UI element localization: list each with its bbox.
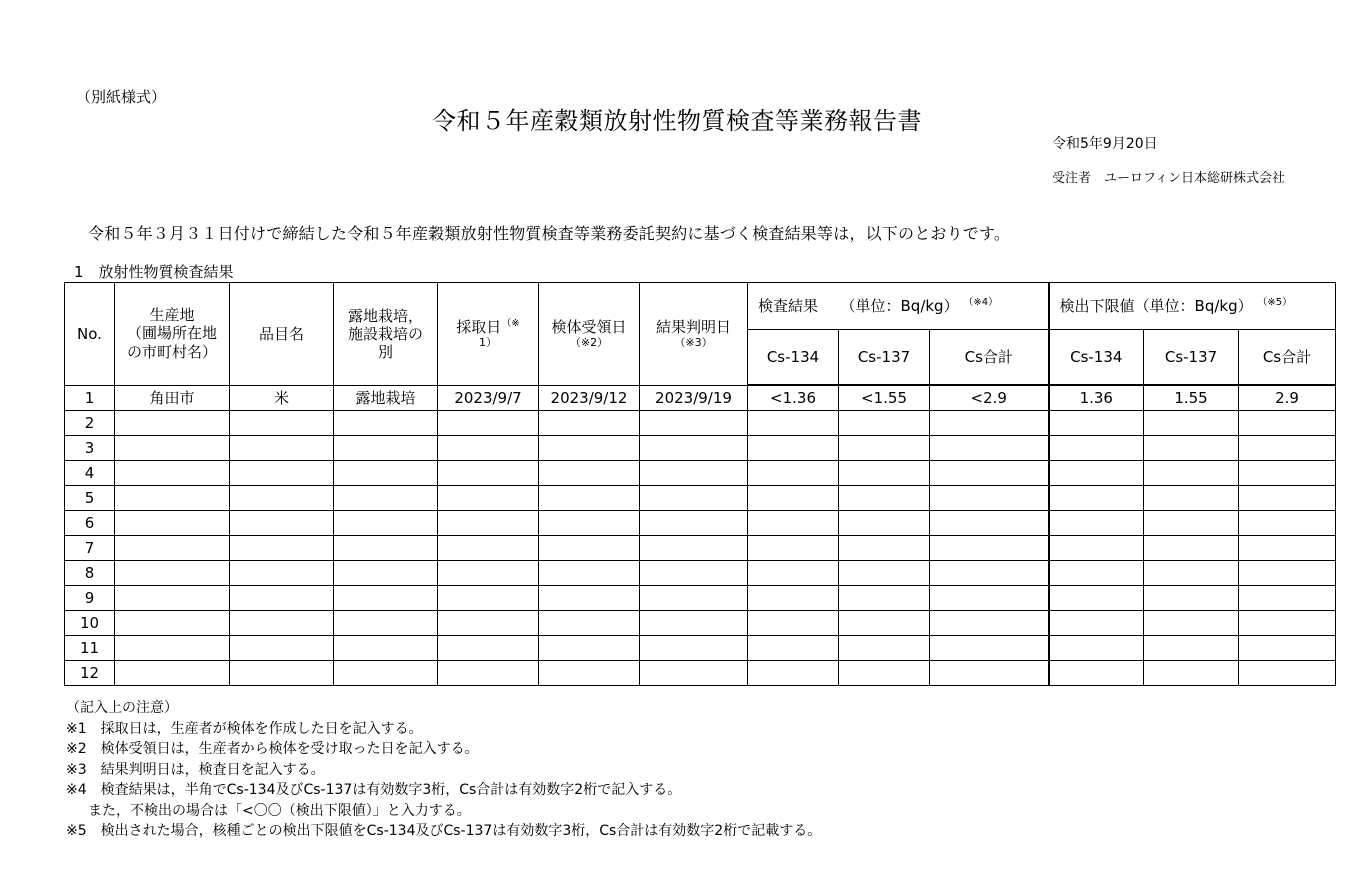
cell-l134 [1049,411,1144,436]
note-2: ※2 検体受領日は，生産者から検体を受け取った日を記入する。 [66,741,479,757]
cell-result [640,661,748,686]
cell-result [640,561,748,586]
note-5: ※5 検出された場合，核種ごとの検出下限値をCs-134及びCs-137は有効数字3桁，Cs合計は有効数字2桁で記載する。 [66,823,822,839]
cell-r134 [748,661,839,686]
cell-receipt: 2023/9/12 [539,385,640,411]
table-row [65,661,1336,686]
cell-r134 [748,586,839,611]
cell-receipt [539,436,640,461]
header-result-cs-total: Cs合計 [930,330,1049,386]
cell-ltotal [1239,636,1336,661]
cell-origin [115,611,230,636]
cell-rtotal [930,411,1049,436]
cell-l137 [1144,636,1239,661]
cell-sampling [438,561,539,586]
cell-no: 1 [65,385,115,411]
cell-item [230,536,334,561]
cell-l137 [1144,586,1239,611]
cell-receipt [539,611,640,636]
cell-origin [115,461,230,486]
cell-l134 [1049,511,1144,536]
cell-l134 [1049,636,1144,661]
cell-r137 [839,561,930,586]
cell-rtotal [930,536,1049,561]
cell-l137 [1144,511,1239,536]
cell-origin [115,636,230,661]
cell-origin [115,486,230,511]
cell-sampling [438,511,539,536]
header-sampling-date: 採取日（※ 1） [438,283,539,386]
cell-rtotal: <2.9 [930,385,1049,411]
cell-origin [115,411,230,436]
cell-sampling [438,436,539,461]
cell-rtotal [930,636,1049,661]
report-date: 令和5年9月20日 [1052,136,1158,152]
cell-r137 [839,586,930,611]
cell-l134 [1049,436,1144,461]
cell-l137 [1144,411,1239,436]
cell-result [640,486,748,511]
cell-origin [115,511,230,536]
note-1: ※1 採取日は，生産者が検体を作成した日を記入する。 [66,720,423,737]
table-row [65,636,1336,661]
cell-ltotal [1239,486,1336,511]
header-origin: 生産地 （圃場所在地 の市町村名） [115,283,230,386]
cell-origin [115,561,230,586]
cell-no: 8 [65,561,115,586]
cell-r134 [748,461,839,486]
cell-sampling [438,661,539,686]
cell-r134 [748,611,839,636]
cell-receipt [539,561,640,586]
cell-r137 [839,411,930,436]
cell-ltotal [1239,561,1336,586]
note-4: ※4 検査結果は，半角でCs-134及びCs-137は有効数字3桁，Cs合計は有効数字2桁で記入する。 [66,782,682,798]
cell-rtotal [930,511,1049,536]
cell-r137 [839,436,930,461]
cell-no: 11 [65,636,115,661]
cell-cultivation: 露地栽培 [334,385,438,411]
cell-rtotal [930,461,1049,486]
cell-item [230,411,334,436]
table-row [65,486,1336,511]
form-label: （別紙様式） [76,88,167,106]
cell-rtotal [930,486,1049,511]
cell-l137 [1144,436,1239,461]
cell-cultivation [334,661,438,686]
cell-receipt [539,511,640,536]
cell-no: 6 [65,511,115,536]
cell-l134 [1049,611,1144,636]
cell-no: 12 [65,661,115,686]
intro-text: 令和５年３月３１日付けで締結した令和５年産穀類放射性物質検査等業務委託契約に基づく検査結果等は，以下のとおりです。 [88,224,1011,243]
cell-receipt [539,411,640,436]
cell-cultivation [334,636,438,661]
cell-result [640,586,748,611]
cell-rtotal [930,661,1049,686]
cell-item [230,636,334,661]
cell-sampling [438,461,539,486]
header-no: No. [65,283,115,386]
cell-item [230,486,334,511]
header-cultivation: 露地栽培， 施設栽培の 別 [334,283,438,386]
cell-no: 10 [65,611,115,636]
header-limit-group: 検出下限値（単位：Bq/kg） $^{(※5)}$ [1049,283,1336,330]
cell-sampling [438,536,539,561]
cell-sampling: 2023/9/7 [438,385,539,411]
cell-rtotal [930,436,1049,461]
cell-ltotal [1239,511,1336,536]
header-receipt-date: 検体受領日 （※2） [539,283,640,386]
cell-r134 [748,436,839,461]
cell-receipt [539,461,640,486]
table-row [65,611,1336,636]
cell-no: 9 [65,586,115,611]
cell-cultivation [334,486,438,511]
cell-rtotal [930,586,1049,611]
cell-l134 [1049,586,1144,611]
cell-result [640,511,748,536]
cell-ltotal [1239,536,1336,561]
cell-receipt [539,661,640,686]
cell-no: 5 [65,486,115,511]
cell-l134 [1049,661,1144,686]
cell-item [230,586,334,611]
cell-item [230,461,334,486]
header-result-cs137: Cs-137 [839,330,930,386]
cell-result [640,536,748,561]
cell-r134 [748,486,839,511]
cell-sampling [438,411,539,436]
cell-receipt [539,586,640,611]
cell-l137: 1.55 [1144,385,1239,411]
table-row [65,461,1336,486]
cell-origin [115,661,230,686]
cell-l134 [1049,486,1144,511]
cell-r137: <1.55 [839,385,930,411]
cell-l134 [1049,461,1144,486]
header-limit-cs-total: Cs合計 [1239,330,1336,386]
cell-ltotal [1239,661,1336,686]
table-row [65,586,1336,611]
cell-item [230,436,334,461]
cell-result: 2023/9/19 [640,385,748,411]
cell-sampling [438,611,539,636]
cell-r137 [839,636,930,661]
cell-no: 3 [65,436,115,461]
cell-r137 [839,536,930,561]
cell-cultivation [334,586,438,611]
cell-receipt [539,536,640,561]
cell-receipt [539,486,640,511]
cell-l137 [1144,561,1239,586]
cell-item [230,611,334,636]
note-3: ※3 結果判明日は，検査日を記入する。 [66,761,325,778]
cell-ltotal [1239,461,1336,486]
cell-cultivation [334,461,438,486]
cell-r134 [748,511,839,536]
cell-receipt [539,636,640,661]
cell-no: 2 [65,411,115,436]
contractor-name: 受注者 ユーロフィン日本総研株式会社 [1052,171,1285,186]
cell-origin [115,436,230,461]
cell-cultivation [334,411,438,436]
table-row [65,536,1336,561]
cell-ltotal: 2.9 [1239,385,1336,411]
cell-item [230,661,334,686]
cell-r134: <1.36 [748,385,839,411]
section-title: 1 放射性物質検査結果 [74,263,234,281]
cell-result [640,611,748,636]
cell-result [640,461,748,486]
cell-cultivation [334,536,438,561]
note-4-continued: また，不検出の場合は「<〇〇（検出下限値）」と入力する。 [88,802,471,819]
cell-result [640,436,748,461]
cell-l137 [1144,661,1239,686]
cell-l134 [1049,561,1144,586]
cell-cultivation [334,511,438,536]
cell-ltotal [1239,411,1336,436]
header-limit-cs137: Cs-137 [1144,330,1239,386]
cell-rtotal [930,611,1049,636]
cell-item: 米 [230,385,334,411]
header-limit-cs134: Cs-134 [1049,330,1144,386]
cell-cultivation [334,611,438,636]
cell-r137 [839,511,930,536]
cell-result [640,411,748,436]
cell-ltotal [1239,436,1336,461]
table-row [65,411,1336,436]
cell-l137 [1144,536,1239,561]
cell-ltotal [1239,611,1336,636]
table-row [65,436,1336,461]
notes-heading: （記入上の注意） [66,700,178,716]
cell-l134 [1049,536,1144,561]
cell-r134 [748,536,839,561]
cell-l137 [1144,611,1239,636]
cell-item [230,561,334,586]
cell-sampling [438,636,539,661]
table-row [65,385,1336,411]
cell-r137 [839,461,930,486]
cell-item [230,511,334,536]
cell-r134 [748,561,839,586]
cell-l134: 1.36 [1049,385,1144,411]
cell-r137 [839,661,930,686]
notes-section [66,698,821,842]
cell-sampling [438,586,539,611]
header-item: 品目名 [230,283,334,386]
cell-sampling [438,486,539,511]
cell-r134 [748,411,839,436]
cell-no: 7 [65,536,115,561]
cell-ltotal [1239,586,1336,611]
cell-r137 [839,486,930,511]
cell-cultivation [334,436,438,461]
cell-cultivation [334,561,438,586]
cell-origin [115,586,230,611]
header-results-group: 検査結果 （単位：Bq/kg） $^{(※4)}$ [748,283,1049,330]
cell-origin [115,536,230,561]
document-title: 令和５年産穀類放射性物質検査等業務報告書 [432,107,922,135]
cell-result [640,636,748,661]
table-row [65,511,1336,536]
cell-l137 [1144,486,1239,511]
header-result-cs134: Cs-134 [748,330,839,386]
cell-l137 [1144,461,1239,486]
cell-no: 4 [65,461,115,486]
table-row [65,561,1336,586]
cell-r137 [839,611,930,636]
results-table [64,282,1336,686]
cell-rtotal [930,561,1049,586]
cell-origin: 角田市 [115,385,230,411]
cell-r134 [748,636,839,661]
header-result-date: 結果判明日 （※3） [640,283,748,386]
